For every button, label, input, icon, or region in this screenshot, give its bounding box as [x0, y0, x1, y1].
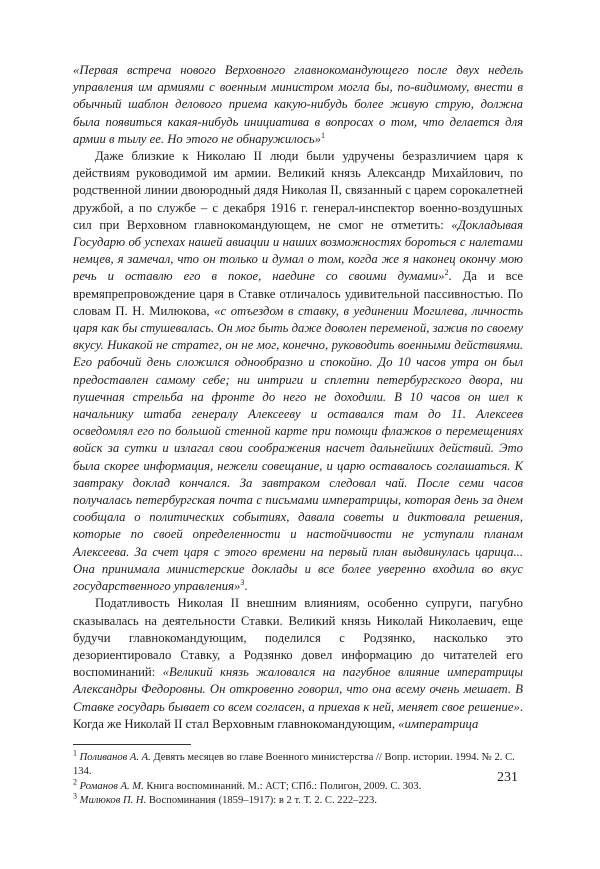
- footnote-3-text: Воспоминания (1859–1917): в 2 т. Т. 2. С. 222–223.: [146, 795, 377, 807]
- footnote-3-author: Милюков П. Н.: [79, 795, 147, 807]
- page-body: [73, 62, 523, 809]
- footnote-ref-2[interactable]: 2: [444, 268, 449, 278]
- footnote-ref-3[interactable]: 3: [240, 577, 245, 587]
- quote-polivanov: «Первая встреча нового Верховного главнокомандующего после двух недель управления им армиями с военным министром могла бы, по-видимому, внести в обычный шаблон делового приема какую-нибудь более живую струю, должна была появиться какая-нибудь инициатива в вопросах о том, что делается для армии в тылу ее. Но этого не обнаружилось»: [73, 63, 523, 146]
- paragraph-3: [73, 595, 523, 733]
- quote-aleksandr-mikhailovich: «Докладывая Государю об успехах нашей авиации и наших возможностях бороться с налетами немцев, я замечал, что он только и думал о том, когда же я наконец окончу мою речь и оставлю его в покое, наедине со своими думами»: [73, 217, 523, 284]
- paragraph-1: [73, 62, 523, 148]
- footnote-1-author: Поливанов А. А.: [79, 751, 151, 763]
- quote-rodzyanko: «Великий князь жаловался на пагубное влияние императрицы Александры Федоровны. Он откровенно говорил, что она всему очень мешает. В Ставке государь бывает со всем согласен, а приехав к ней, меняет свое решение»: [73, 665, 523, 714]
- footnote-ref-1[interactable]: 1: [321, 130, 326, 140]
- footnote-2-number: 2: [73, 777, 77, 787]
- paragraph-2-text-2: . Да и все времяпрепровождение царя в Ставке отличалось удивительной пассивностью. По словам П. Н. Милюкова,: [73, 269, 523, 318]
- page-number: 231: [497, 770, 518, 785]
- paragraph-3-text-2: . Когда же Николай II стал Верховным главнокомандующим,: [73, 699, 523, 731]
- footnote-1: [73, 748, 523, 780]
- footnote-1-number: 1: [73, 748, 77, 758]
- paragraph-2-text-1: Даже близкие к Николаю II люди были удручены безразличием царя к действиям руководимой им армии. Великий князь Александр Михайлович, по родственной линии двоюродный дядя Николая II, связанный с царем сорокалетней дружбой, а по службе – с декабря 1916 г. генерал-инспектор военно-воздушных сил при Верховном главнокомандующем, не смог не отметить:: [73, 149, 523, 232]
- footnote-1-text: Девять месяцев во главе Военного министерства // Вопр. истории. 1994. № 2. С. 134.: [73, 751, 515, 778]
- footnote-divider: [73, 744, 191, 745]
- paragraph-2: Даже близкие к Николаю II люди были удручены безразличием царя к действиям руководимой им армии. Великий князь Александр Михайлович, по родственной линии двоюродный дядя Николая II, связанный с царем сорокалетней дружбой, а по службе – с декабря 1916 г. генерал-инспектор военно-воздушных сил при Верховном главнокомандующем, не смог не отметить: «Докладывая Государю об успехах нашей авиации и наших возможностях бороться с налетами немцев, я замечал, что он только и думал о том, когда же я наконец окончу мою речь и оставлю его в покое, наедине со своими думами»$^2$. Да и все времяпрепровождение царя в Ставке отличалось удивительной пассивностью. По словам П. Н. Милюкова, «с отъездом в ставку, в уединении Могилева, личность царя как бы стушевалась. Он мог быть даже доволен переменой, зажив по своему вкусу. Никакой не стратег, он не мог, конечно, руководить военными действиями. Его рабочий день сложился однообразно и спокойно. До 10 часов утра он был предоставлен самому себе; ни интриги и сплетни петербургского двора, ни пушечная стрельба на фронте до него не доходили. В 10 часов он шел к начальнику штаба генералу Алексееву и оставался там до 11. Алексеев осведомлял его по большой стенной карте при помощи флажков о перемещениях войск за сутки и излагал свои соображения насчет дальнейших действий. Это была скорее информация, нежели совещание, и царю оставалось соглашаться. К завтраку доклад кончался. За завтраком следовал чай. После семи часов получалась петербургская почта с письмами императрицы, которая день за днем сообщала о политических событиях, давала советы и диктовала решения, которые по своей определенности и настойчивости не уступали планам Алексеева. За счет царя с этого времени на первый план выдвинулась царица... Она принимала министерские доклады и все более уверенно входила во вкус государственного управления»$^3$.: [73, 149, 523, 594]
- footnote-3-number: 3: [73, 791, 77, 801]
- footnote-3: [73, 791, 523, 808]
- paragraph-3-text-1: Податливость Николая II внешним влияниям, особенно супруги, пагубно сказывалась на деятельности Ставки. Великий князь Николай Николаевич, еще будучи главнокомандующим, поделился с Родзянко, насколько это дезориентировало Ставку, а Родзянко довел информацию до читателей его воспоминаний:: [73, 596, 523, 680]
- footnote-2-author: Романов А. М.: [79, 780, 144, 792]
- quote-imperatritsa-start: «императрица: [398, 716, 479, 731]
- footnote-2-text: Книга воспоминаний. М.: АСТ; СПб.: Полигон, 2009. С. 303.: [143, 780, 422, 792]
- quote-milyukov: «с отъездом в ставку, в уединении Могилева, личность царя как бы стушевалась. Он мог быть даже доволен переменой, зажив по своему вкусу. Никакой не стратег, он не мог, конечно, руководить военными действиями. Его рабочий день сложился однообразно и спокойно. До 10 часов утра он был предоставлен самому себе; ни интриги и сплетни петербургского двора, ни пушечная стрельба на фронте до него не доходили. В 10 часов он шел к начальнику штаба генералу Алексееву и оставался там до 11. Алексеев осведомлял его по большой стенной карте при помощи флажков о перемещениях войск за сутки и излагал свои соображения насчет дальнейших действий. Это была скорее информация, нежели совещание, и царю оставалось соглашаться. К завтраку доклад кончался. За завтраком следовал чай. После семи часов получалась петербургская почта с письмами императрицы, которая день за днем сообщала о политических событиях, давала советы и диктовала решения, которые по своей определенности и настойчивости не уступали планам Алексеева. За счет царя с этого времени на первый план выдвинулась царица... Она принимала министерские доклады и все более уверенно входила во вкус государственного управления»: [73, 303, 523, 594]
